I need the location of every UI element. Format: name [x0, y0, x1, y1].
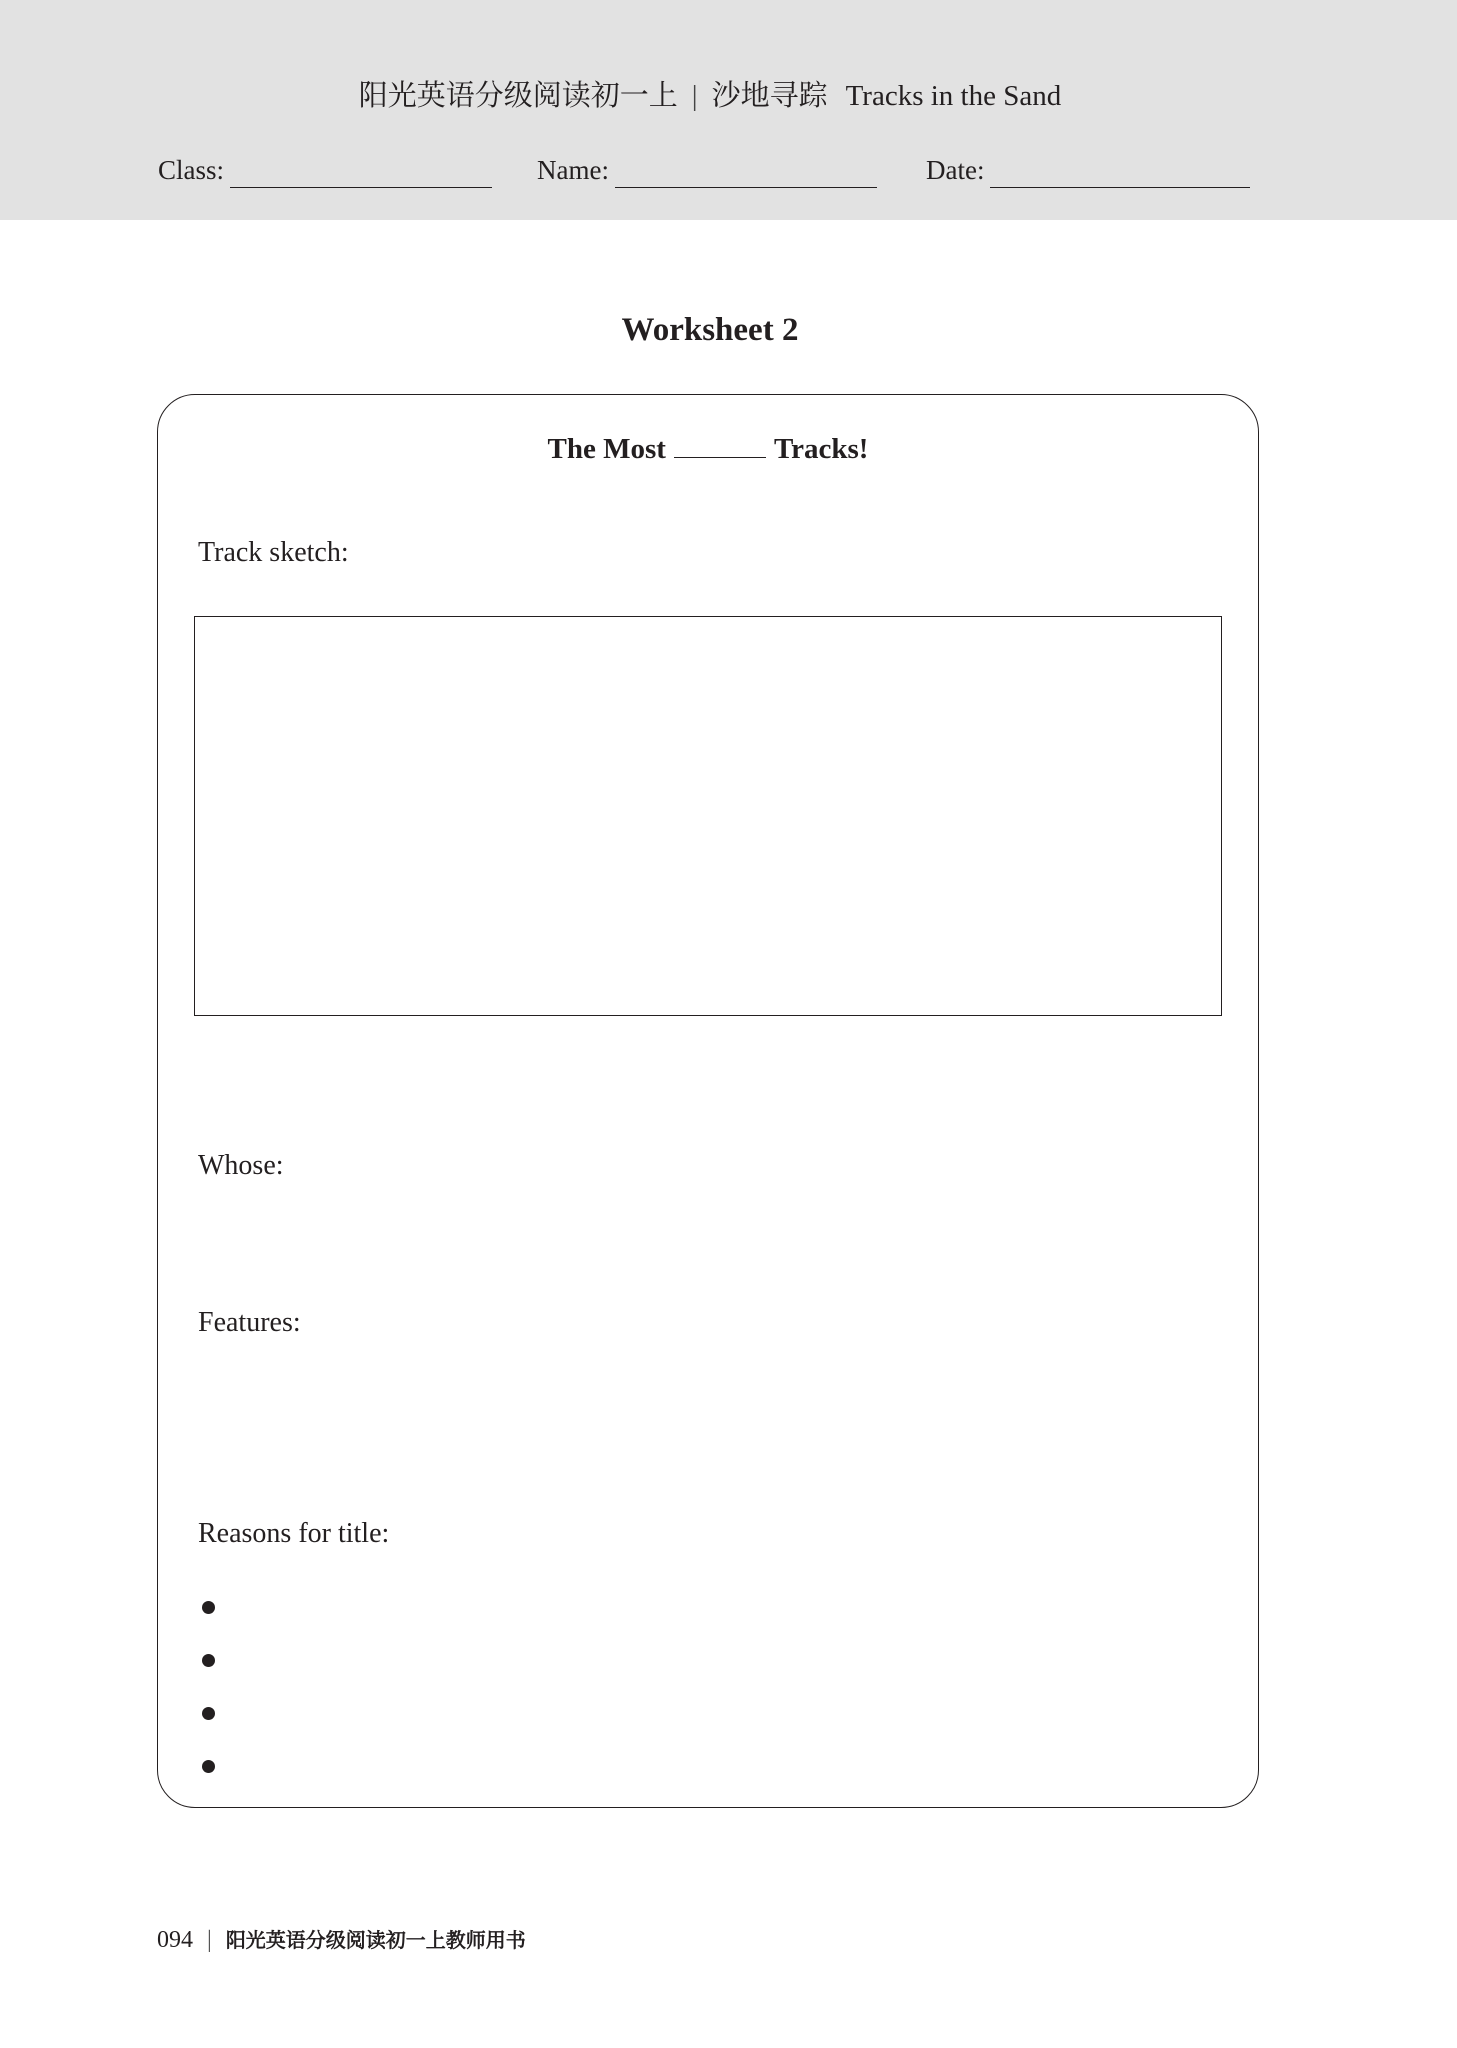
date-label: Date:: [926, 155, 985, 185]
date-field: [926, 152, 1250, 188]
card-title-blank[interactable]: [674, 431, 766, 458]
book-title-en: Tracks in the Sand: [845, 80, 1062, 112]
whose-label: Whose:: [198, 1150, 284, 1181]
reason-bullet-1[interactable]: [202, 1581, 215, 1634]
reasons-label: Reasons for title:: [198, 1518, 390, 1549]
footer-book-title: 阳光英语分级阅读初一上教师用书: [225, 1928, 526, 1952]
footer-separator: |: [207, 1927, 212, 1953]
book-title-cn: 沙地寻踪: [711, 80, 828, 112]
card-title-prefix: The Most: [547, 433, 666, 465]
bullet-dot-icon: [202, 1654, 215, 1667]
name-label: Name:: [537, 155, 609, 185]
track-sketch-label: Track sketch:: [198, 537, 349, 568]
worksheet-title: Worksheet 2: [621, 312, 799, 348]
reason-bullet-2[interactable]: [202, 1634, 215, 1687]
reason-bullet-3[interactable]: [202, 1687, 215, 1740]
class-blank-line[interactable]: [230, 159, 492, 188]
series-title: [0, 78, 1420, 114]
date-blank-line[interactable]: [990, 159, 1250, 188]
bullet-dot-icon: [202, 1601, 215, 1614]
features-label: Features:: [198, 1307, 301, 1338]
name-blank-line[interactable]: [615, 159, 877, 188]
worksheet-card: [157, 394, 1259, 1808]
name-field: [537, 152, 877, 188]
page-number: 094: [157, 1927, 193, 1953]
class-field: [158, 152, 492, 188]
card-title-suffix: Tracks!: [773, 433, 869, 465]
page-footer: [157, 1924, 526, 1956]
card-title: [158, 431, 1258, 467]
bullet-dot-icon: [202, 1760, 215, 1773]
bullet-dot-icon: [202, 1707, 215, 1720]
reasons-bullet-list: [202, 1581, 215, 1793]
class-label: Class:: [158, 155, 225, 185]
reason-bullet-4[interactable]: [202, 1740, 215, 1793]
track-sketch-box[interactable]: [194, 616, 1222, 1016]
title-separator: |: [691, 80, 698, 112]
series-name-cn: 阳光英语分级阅读初一上: [358, 80, 678, 112]
